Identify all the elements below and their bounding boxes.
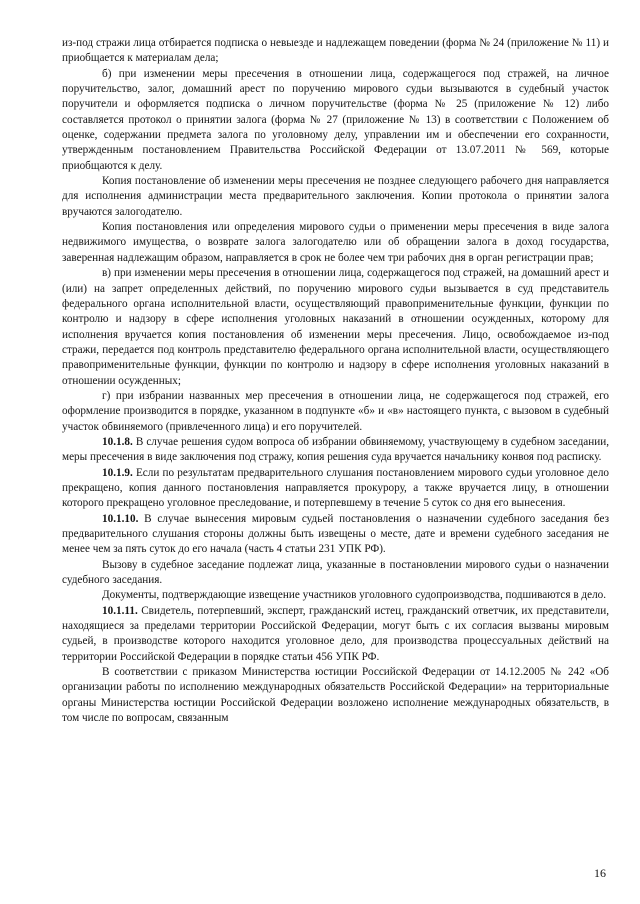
- page-number: 16: [594, 866, 606, 880]
- paragraph-continuation: из-под стражи лица отбирается подписка о невыезде и надлежащем поведении (форма № 24 (приложение № 11) и приобщается к материалам дела;: [62, 37, 609, 65]
- clause-number: 10.1.10.: [102, 512, 139, 525]
- clause-number: 10.1.8.: [102, 435, 133, 448]
- clause-number: 10.1.9.: [102, 466, 133, 479]
- paragraph-summons: Вызову в судебное заседание подлежат лица, указанные в постановлении мирового судьи о назначении судебного заседания.: [62, 558, 609, 587]
- paragraph-copy-decision: Копия постановление об изменении меры пресечения не позднее следующего рабочего дня направляется для исполнения администрации места предварительного заключения. Копии протокола о принятии залога вручаются залогодателю.: [62, 175, 609, 218]
- paragraph-subitem-g: г) при избрании названных мер пресечения в отношении лица, не содержащегося под стражей, его оформление производится в порядке, указанном в подпункте «б» и «в» настоящего пункта, с вызовом в судебный участок обвиняемого (привлеченного лица) и его поручителей.: [62, 389, 609, 433]
- paragraph-subitem-b: б) при изменении меры пресечения в отношении лица, содержащегося под стражей, на личное поручительство, залог, домашний арест по поручению мирового судьи вызываются в судебный участок поручители и оформляется подписка о личном поручительстве (форма № 25 (приложение № 12) либо составляется протокол о принятии залога (форма № 27 (приложение № 13) в соответствии с Положением об оценке, содержании предмета залога по уголовному делу, управлении им и обеспечении его сохранности, утвержденным постановлением Правительства Российской Федерации от 13.07.2011 № 569, которые приобщаются к делу.: [62, 67, 609, 172]
- paragraph-copy-bail-property: Копия постановления или определения мирового судьи о применении меры пресечения в виде залога недвижимого имущества, о возврате залога залогодателю или об обращении залога в доход государства, заверенная надлежащим образом, направляется в срок не более чем три рабочих дня в орган регистрации прав;: [62, 221, 609, 264]
- paragraph-clause-10-1-10: 10.1.10. В случае вынесения мировым судьей постановления о назначении судебного заседания без предварительного слушания стороны должны быть извещены о месте, дате и времени судебного заседания не менее чем за пять суток до его начала (часть 4 статьи 231 УПК РФ).: [62, 512, 609, 556]
- clause-number: 10.1.11.: [102, 604, 138, 617]
- paragraph-clause-10-1-8: 10.1.8. В случае решения судом вопроса об избрании обвиняемому, участвующему в судебном заседании, меры пресечения в виде заключения под стражу, копия решения суда вручается начальнику конвоя под расписку.: [62, 435, 610, 464]
- paragraph-clause-10-1-9: 10.1.9. Если по результатам предварительного слушания постановлением мирового судьи уголовное дело прекращено, копия данного постановления направляется прокурору, а также вручается лицу, в отношении которого прекращено уголовное преследование, и потерпевшему в течение 5 суток со дня его вынесения.: [62, 466, 609, 510]
- body-text: [62, 36, 609, 726]
- paragraph-ministry-order: В соответствии с приказом Министерства юстиции Российской Федерации от 14.12.2005 № 242 «Об организации работы по исполнению международных обязательств Российской Федерации» на территориальные органы Министерства юстиции Российской Федерации возложено исполнение международных обязательств, в том числе по вопросам, связанным: [62, 666, 609, 725]
- paragraph-subitem-v: в) при изменении меры пресечения в отношении лица, содержащегося под стражей, на домашний арест и (или) на запрет определенных действий, по поручению мирового судьи вызывается в суд представитель федерального органа исполнительной власти, осуществляющий правоприменительные функции, функции по контролю и надзору в сфере исполнения уголовных наказаний в отношении осужденных, которому для исполнения вручается копия постановления об изменении меры пресечения. Лицо, освобождаемое из-под стражи, передается под контроль представителю федерального органа исполнительной власти, осуществляющего правоприменительные функции, функции по контролю и надзору в сфере исполнения уголовных наказаний в отношении осужденных;: [62, 267, 609, 387]
- paragraph-documents: Документы, подтверждающие извещение участников уголовного судопроизводства, подшиваются в дело.: [102, 589, 607, 602]
- paragraph-clause-10-1-11: 10.1.11. Свидетель, потерпевший, эксперт, гражданский истец, гражданский ответчик, их представители, находящиеся за пределами территории Российской Федерации, могут быть с их согласия вызваны мировым судьей, в производстве которого находится уголовное дело, для производства процессуальных действий на территории Российской Федерации в порядке статьи 456 УПК РФ.: [62, 604, 610, 663]
